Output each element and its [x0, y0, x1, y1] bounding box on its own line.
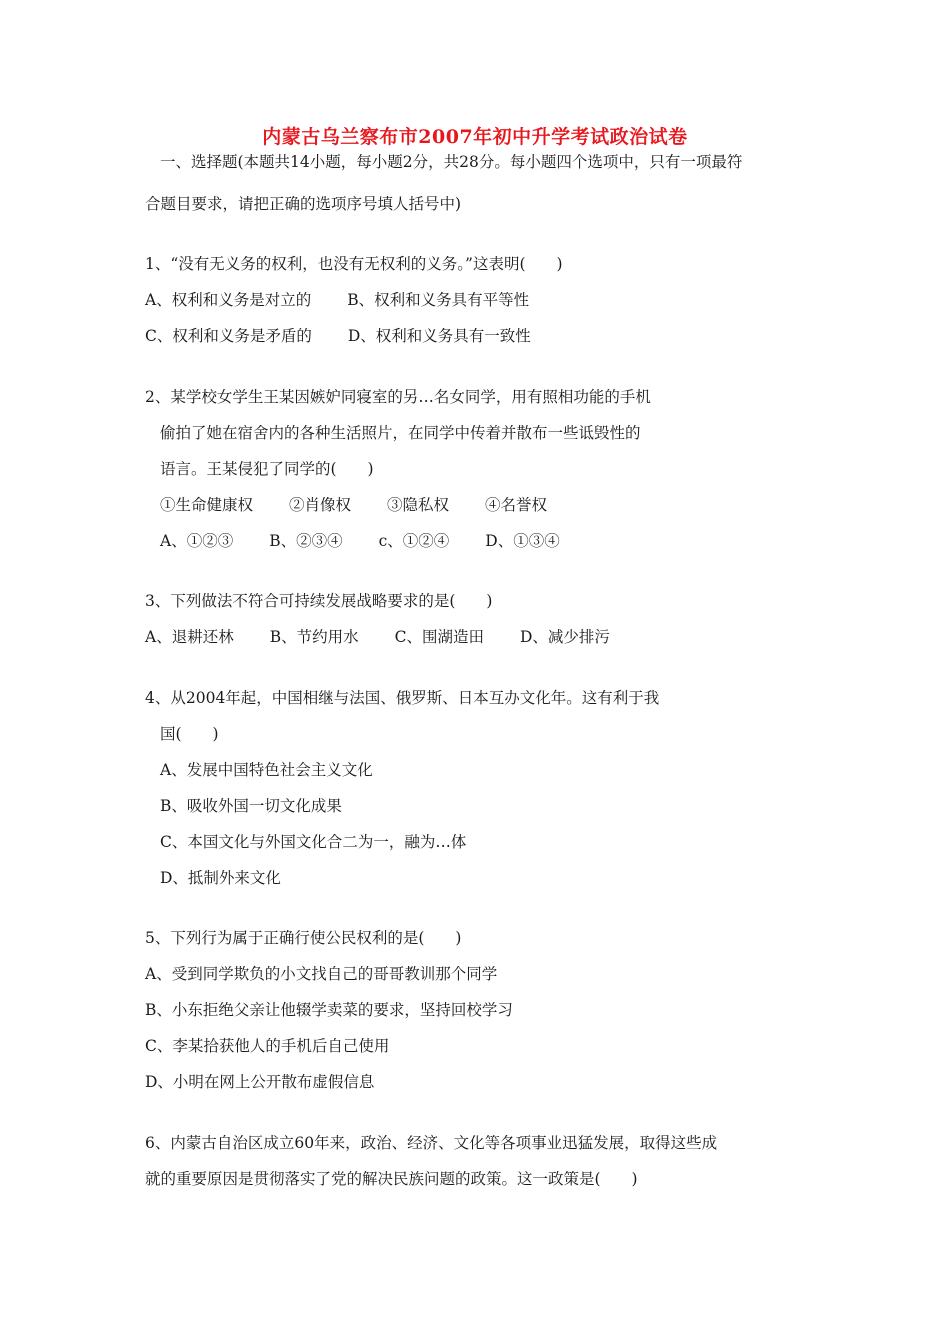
question-5-option-c: C、李某拾获他人的手机后自己使用: [145, 1037, 390, 1055]
question-2-stem-line-1: 2、某学校女学生王某因嫉妒同寝室的另…名女同学，用有照相功能的手机: [145, 388, 651, 406]
question-5-stem: 5、下列行为属于正确行使公民权利的是( ): [145, 929, 462, 947]
question-4-stem-line-1: 4、从2004年起，中国相继与法国、俄罗斯、日本互办文化年。这有利于我: [145, 689, 660, 707]
question-2-options: [160, 531, 560, 551]
question-2-item-1: ①生命健康权: [160, 496, 254, 514]
question-6-stem-line-2: 就的重要原因是贯彻落实了党的解决民族问题的政策。这一政策是( ): [145, 1170, 638, 1188]
question-3-option-a: A、退耕还林: [145, 628, 234, 646]
question-2-option-d: D、①③④: [485, 532, 560, 550]
question-1-options-row-1: [145, 290, 529, 310]
question-6-stem-line-1: 6、内蒙古自治区成立60年来，政治、经济、文化等各项事业迅猛发展，取得这些成: [145, 1134, 718, 1152]
question-1-options-row-2: [145, 326, 531, 346]
question-2-stem-line-2: 偷拍了她在宿舍内的各种生活照片，在同学中传着并散布一些诋毁性的: [160, 424, 641, 442]
question-4-option-b: B、吸收外国一切文化成果: [160, 797, 342, 815]
question-5-option-a: A、受到同学欺负的小文找自己的哥哥教训那个同学: [145, 965, 498, 983]
section-instruction-line-2: 合题目要求，请把正确的选项序号填人括号中): [145, 195, 462, 213]
question-2-stem-line-3: 语言。王某侵犯了同学的( ): [160, 460, 374, 478]
question-1-stem: 1、“没有无义务的权利，也没有无权利的义务。”这表明( ): [145, 255, 563, 273]
question-4-option-d: D、抵制外来文化: [160, 869, 281, 887]
question-1-option-b: B、权利和义务具有平等性: [347, 291, 530, 309]
question-4-option-c: C、本国文化与外国文化合二为一，融为…体: [160, 833, 467, 851]
section-instruction-line-1: 一、选择题(本题共14小题，每小题2分，共28分。每小题四个选项中，只有一项最符: [160, 153, 743, 171]
question-3-options: [145, 627, 610, 647]
question-4-option-a: A、发展中国特色社会主义文化: [160, 761, 373, 779]
question-2-items: [160, 495, 547, 515]
question-5-option-d: D、小明在网上公开散布虚假信息: [145, 1073, 375, 1091]
question-2-option-b: B、②③④: [269, 532, 343, 550]
exam-title: 内蒙古乌兰察布市2007年初中升学考试政治试卷: [262, 126, 688, 148]
question-2-item-3: ③隐私权: [387, 496, 450, 514]
question-1-option-c: C、权利和义务是矛盾的: [145, 327, 312, 345]
question-4-stem-line-2: 国( ): [160, 725, 219, 743]
question-3-option-b: B、节约用水: [269, 628, 359, 646]
question-3-stem: 3、下列做法不符合可持续发展战略要求的是( ): [145, 592, 493, 610]
question-2-item-2: ②肖像权: [289, 496, 352, 514]
question-2-option-c: c、①②④: [378, 532, 450, 550]
question-3-option-d: D、减少排污: [519, 628, 610, 646]
question-3-option-c: C、围湖造田: [394, 628, 484, 646]
question-5-option-b: B、小东拒绝父亲让他辍学卖菜的要求，坚持回校学习: [145, 1001, 513, 1019]
question-1-option-a: A、权利和义务是对立的: [145, 291, 312, 309]
question-2-option-a: A、①②③: [160, 532, 234, 550]
question-1-option-d: D、权利和义务具有一致性: [347, 327, 531, 345]
question-2-item-4: ④名誉权: [485, 496, 548, 514]
